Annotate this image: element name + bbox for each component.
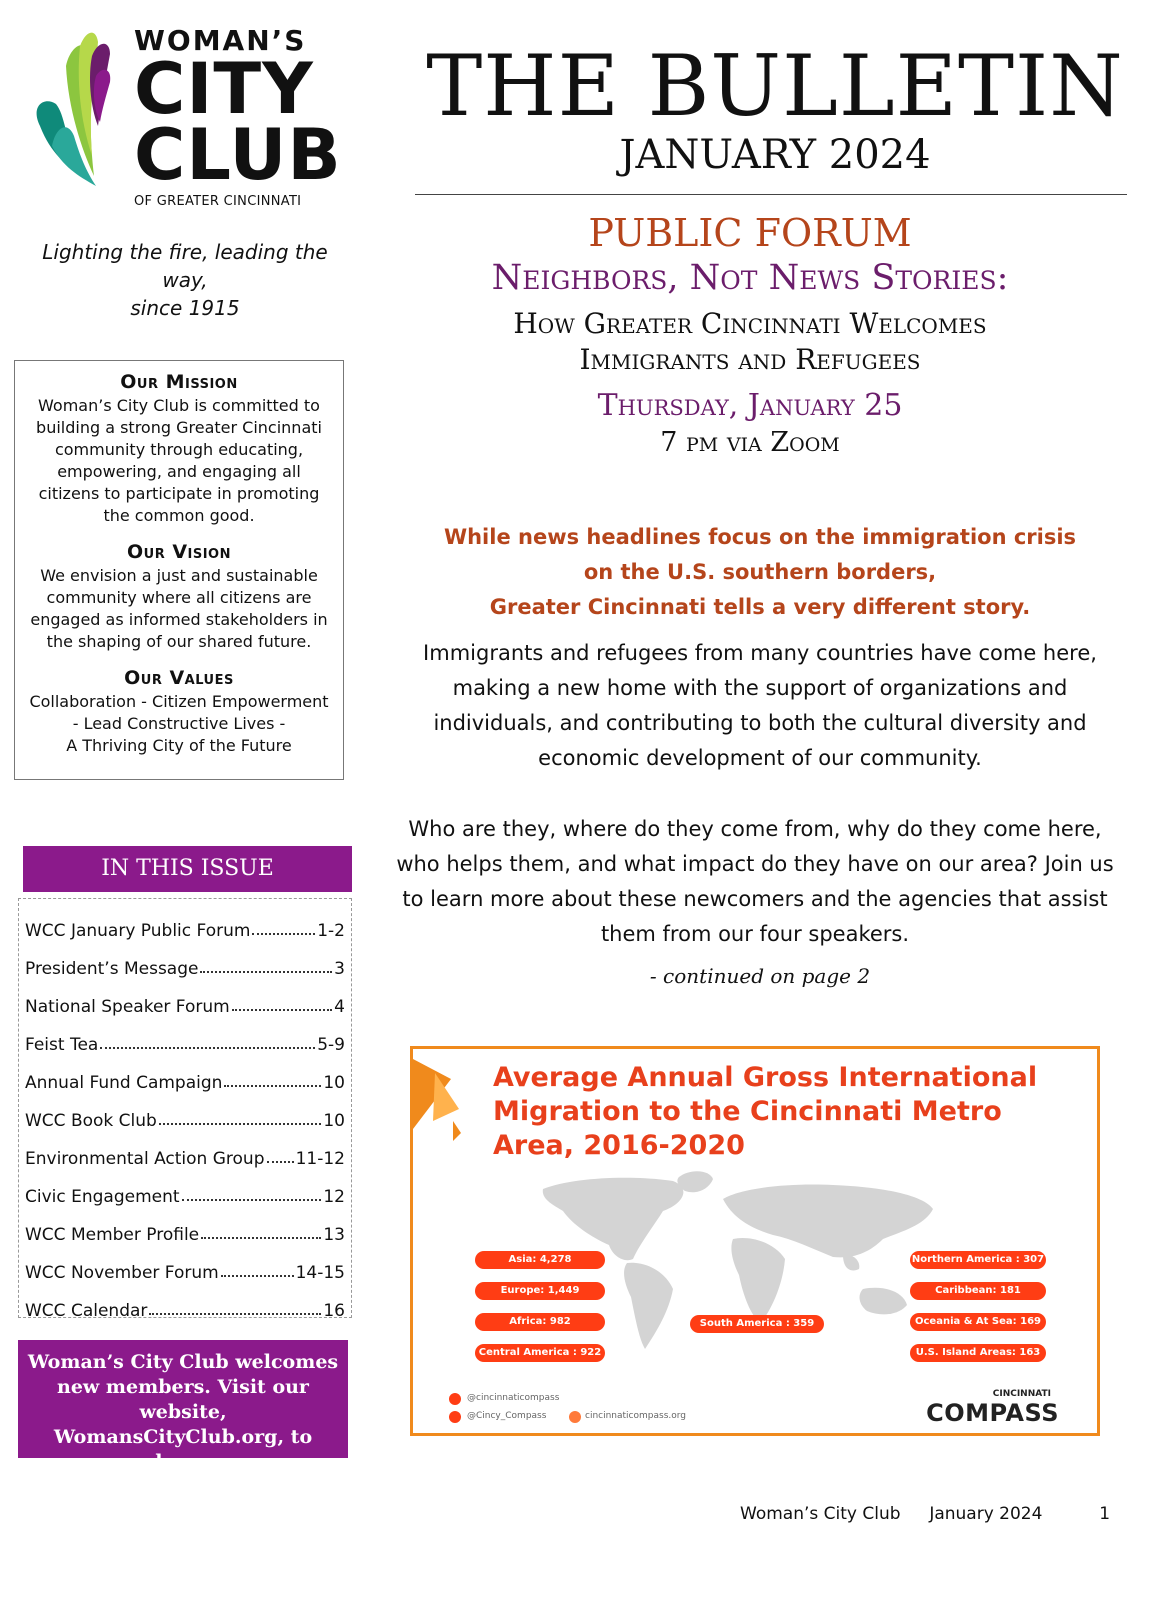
forum-subtitle-line-2: Immigrants and Refugees [579,343,921,376]
welcome-line-4: more about us and how to join. [44,1476,322,1523]
masthead-divider [415,194,1127,195]
welcome-line-2: new members. Visit our website, [57,1376,309,1423]
lead-line-1: While news headlines focus on the immigration crisis [443,525,1077,549]
toc-item-annual-fund[interactable] [25,1055,345,1093]
social-twitter-handle: @Cincy_Compass [467,1411,547,1421]
toc-title: WCC Calendar [25,1301,148,1321]
toc-page: 16 [323,1301,345,1321]
infographic-title-line-1: Average Annual Gross International [493,1062,1038,1093]
toc-item-book-club[interactable] [25,1093,345,1131]
in-this-issue-heading: IN THIS ISSUE [23,846,352,892]
toc-title: Environmental Action Group [25,1149,265,1169]
values-line-3: A Thriving City of the Future [66,736,292,755]
social-facebook-handle: @cincinnaticompass [467,1393,560,1403]
toc-title: WCC January Public Forum [25,921,251,941]
toc-title: President’s Message [25,959,199,979]
toc-title: WCC Book Club [25,1111,157,1131]
forum-time: 7 pm via Zoom [660,427,840,458]
tagline-line-1: Lighting the fire, leading the way, [42,240,328,292]
welcome-line-1: Woman’s City Club welcomes [27,1351,339,1373]
compass-brand-top: CINCINNATI [992,1389,1051,1399]
toc-leader-dots [201,1237,321,1239]
masthead [415,37,1135,180]
welcome-new-members-box [18,1340,348,1523]
toc-item-presidents-message[interactable] [25,941,345,979]
toc-title: Annual Fund Campaign [25,1073,223,1093]
label-northern-america: Northern America : 307 [910,1251,1046,1269]
toc-leader-dots [224,1085,321,1087]
toc-page: 12 [323,1187,345,1207]
body-paragraph-2: Who are they, where do they come from, why do they come here, who helps them, and what impact do they have on our area? Join us to learn more about these newcomers and the agencies that assist them from our four speakers. [396,817,1114,946]
forum-subtitle-line-1: How Greater Cincinnati Welcomes [513,307,987,340]
toc-item-environmental-action[interactable] [25,1131,345,1169]
toc-title: WCC Member Profile [25,1225,200,1245]
toc-title: WCC November Forum [25,1263,219,1283]
mission-heading: Our Mission [120,371,238,393]
toc-page: 4 [334,997,345,1017]
table-of-contents [18,898,352,1321]
toc-leader-dots [267,1161,294,1163]
tagline [20,238,350,322]
welcome-line-3-website[interactable]: WomansCityClub.org, to learn [53,1426,313,1473]
toc-item-november-forum[interactable] [25,1245,345,1283]
toc-item-national-speaker-forum[interactable] [25,979,345,1017]
toc-page: 13 [323,1225,345,1245]
vision-text: We envision a just and sustainable community where all citizens are engaged as informed stakeholders in the shaping of our shared future. [30,566,328,651]
toc-leader-dots [200,971,332,973]
footer-org: Woman’s City Club [740,1504,901,1524]
infographic-title-line-2: Migration to the Cincinnati Metro [493,1096,1002,1127]
toc-leader-dots [232,1009,332,1011]
label-asia: Asia: 4,278 [475,1251,605,1269]
label-caribbean: Caribbean: 181 [910,1282,1046,1300]
facebook-icon [449,1393,461,1405]
toc-leader-dots [252,933,315,935]
public-forum-announcement [390,210,1110,460]
toc-page: 5-9 [317,1035,345,1055]
mission-box [14,360,344,780]
orange-corner-accent [453,1121,461,1141]
toc-page: 3 [334,959,345,979]
forum-subtitle [390,306,1110,378]
compass-brand-logo: COMPASS [926,1399,1059,1427]
vision-heading: Our Vision [126,541,231,563]
logo-line-club: CLUB [134,114,342,196]
toc-item-member-profile[interactable] [25,1207,345,1245]
label-africa: Africa: 982 [475,1313,605,1331]
label-central-america: Central America : 922 [475,1344,605,1362]
twitter-icon [449,1411,461,1423]
continued-note: - continued on page 2 [649,964,871,988]
values-line-1: Collaboration - Citizen Empowerment [29,692,329,711]
infographic-title-line-3: Area, 2016-2020 [493,1130,745,1161]
toc-item-calendar[interactable] [25,1283,345,1321]
toc-item-civic-engagement[interactable] [25,1169,345,1207]
toc-leader-dots [159,1123,322,1125]
toc-leader-dots [100,1047,315,1049]
forum-title: Neighbors, Not News Stories: [491,258,1009,298]
toc-item-feist-tea[interactable] [25,1017,345,1055]
toc-page: 10 [323,1111,345,1131]
logo-line-greater-cincinnati: OF GREATER CINCINNATI [134,194,302,209]
values-heading: Our Values [124,667,234,689]
club-logo [26,24,342,216]
toc-leader-dots [149,1313,321,1315]
forum-date: Thursday, January 25 [597,388,903,423]
values-text [25,691,333,757]
infographic-title [493,1061,1053,1163]
footer-date: January 2024 [929,1504,1043,1524]
toc-item-public-forum[interactable] [25,903,345,941]
website-url: cincinnaticompass.org [585,1411,687,1421]
lead-line-3: Greater Cincinnati tells a very different story. [489,595,1031,619]
toc-page: 10 [323,1073,345,1093]
label-south-america: South America : 359 [690,1315,824,1333]
toc-page: 11-12 [295,1149,345,1169]
page-footer [740,1504,1110,1524]
label-oceania: Oceania & At Sea: 169 [910,1313,1046,1331]
bulletin-title: THE BULLETIN [426,37,1124,135]
migration-infographic [410,1046,1100,1436]
mission-text: Woman’s City Club is committed to building a strong Greater Cincinnati community through educating, empowering, and engaging all citizens to participate in promoting the common good. [36,396,322,525]
lead-paragraph [410,520,1110,625]
brush-strokes-logo-icon [26,26,126,191]
label-europe: Europe: 1,449 [475,1282,605,1300]
label-us-island-areas: U.S. Island Areas: 163 [910,1344,1046,1362]
tagline-line-2: since 1915 [130,296,240,320]
toc-page: 14-15 [295,1263,345,1283]
logo-line-womans: WOMAN’S [134,24,307,57]
toc-title: National Speaker Forum [25,997,230,1017]
body-paragraph-1: Immigrants and refugees from many countries have come here, making a new home with the support of organizations and individuals, and contributing to both the cultural diversity and economic development of our community. [423,641,1097,770]
toc-title: Feist Tea [25,1035,99,1055]
logo-line-city: CITY [134,48,314,130]
toc-leader-dots [182,1199,322,1201]
bulletin-date: JANUARY 2024 [619,132,931,178]
footer-page-number: 1 [1099,1504,1111,1524]
toc-page: 1-2 [317,921,345,941]
globe-icon [569,1411,581,1423]
toc-title: Civic Engagement [25,1187,180,1207]
values-line-2: - Lead Constructive Lives - [72,714,286,733]
lead-line-2: on the U.S. southern borders, [583,560,937,584]
forum-label: PUBLIC FORUM [588,211,912,255]
toc-leader-dots [221,1275,294,1277]
